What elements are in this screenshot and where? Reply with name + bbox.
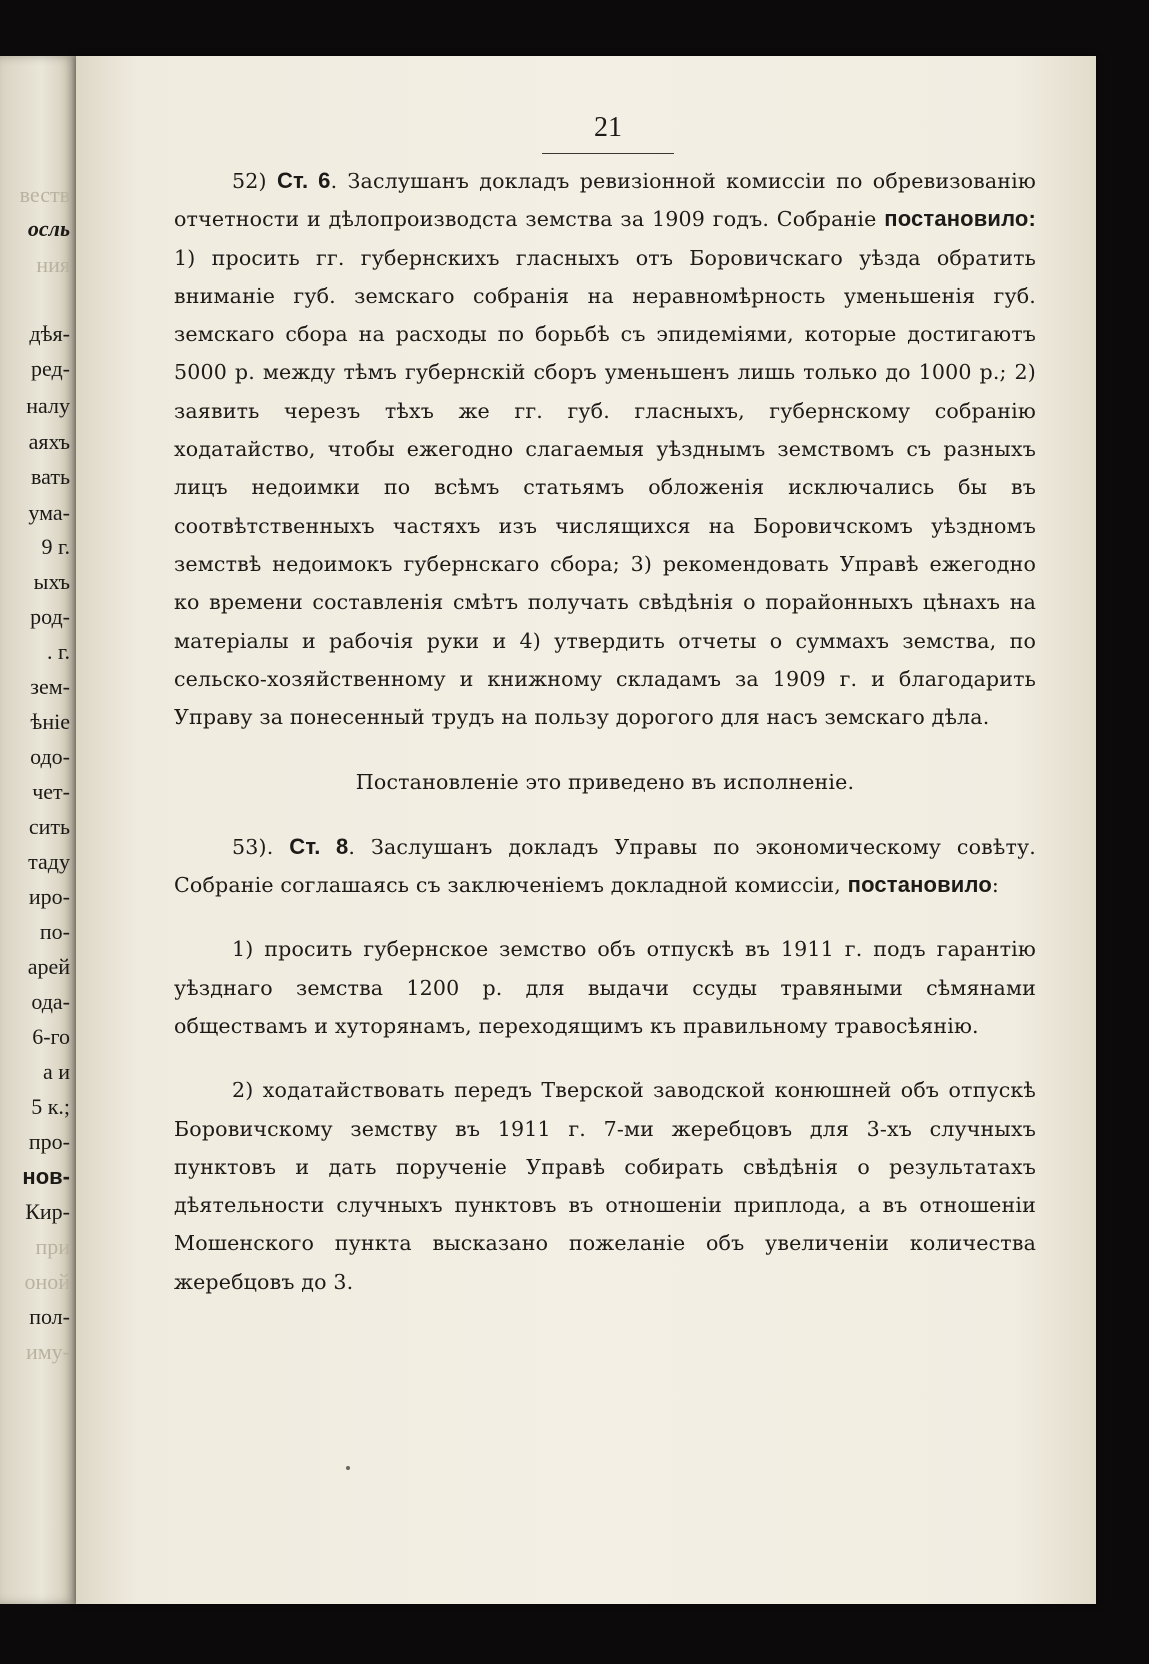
spacer [174, 1045, 1036, 1071]
left-page-fragment: 6-го [32, 1024, 70, 1049]
left-page-fragment: оной [24, 1269, 70, 1294]
left-page-fragment: нов- [22, 1164, 70, 1189]
left-page-fragment: 5 к.; [31, 1094, 70, 1119]
paragraph-text: . Заслушанъ докладъ ревизіонной комиссіи по обревизованію отчетности и дѣлопроизводста земства за 1909 годъ. Собраніе [174, 169, 1036, 232]
paper-speck [346, 1466, 350, 1470]
left-page-fragment: веств [19, 182, 70, 207]
left-page-fragment: налу [26, 393, 70, 418]
left-page-fragment: пол- [29, 1304, 70, 1329]
item-number: 53). [232, 834, 274, 859]
left-page-fragment: ода- [31, 989, 70, 1014]
left-page-fragment: при [35, 1234, 70, 1259]
paragraph-text: : [991, 873, 999, 898]
left-page-fragment: ыхъ [33, 569, 70, 594]
left-page-fragment: ѣніе [30, 709, 70, 734]
left-page-fragment: 9 г. [41, 534, 70, 559]
article-reference: Ст. 6 [277, 168, 331, 193]
left-page-fragment: а и [42, 1059, 70, 1084]
left-page-fragment: вать [31, 464, 70, 489]
spacer [174, 736, 1036, 763]
left-page-fragment: иму- [25, 1339, 70, 1364]
resolution-item-1: 1) просить губернское земство объ отпускѣ въ 1911 г. подъ гарантію уѣзднаго земства 1200 р. для выдачи ссуды травяными сѣмянами обществамъ и хуторянамъ, переходящимъ къ правильному травосѣянію. [174, 937, 1036, 1038]
page-number: 21 [594, 112, 622, 143]
left-page-fragment: ума- [28, 500, 70, 525]
left-page-fragment: осль [27, 216, 70, 241]
left-page-fragment: таду [28, 849, 70, 874]
left-page-fragment: ния [36, 252, 70, 277]
left-page-fragment: . г. [46, 639, 70, 664]
left-page-fragment: дѣя- [29, 321, 70, 346]
left-page-fragment: Кир- [25, 1199, 70, 1224]
left-page-fragment: иро- [28, 884, 70, 909]
document-page [76, 56, 1096, 1604]
resolved-keyword: постановило: [884, 206, 1036, 232]
page-body [174, 162, 1036, 1301]
paragraph-53 [174, 828, 1036, 905]
left-page-fragment: аяхъ [28, 429, 70, 454]
left-page-fragment: одо- [30, 744, 70, 769]
item-number: 52) [232, 169, 267, 193]
left-page-fragment: арей [27, 954, 70, 979]
page-number-rule [542, 153, 674, 154]
left-page-fragment: про- [28, 1129, 70, 1154]
paragraph-52 [174, 162, 1036, 736]
left-page-fragment: зем- [30, 674, 70, 699]
left-page-fragment: род- [30, 604, 70, 629]
article-reference: Ст. 8 [289, 833, 349, 859]
spacer [174, 802, 1036, 828]
paragraph-text: 1) просить гг. губернскихъ гласныхъ отъ Боровичскаго уѣзда обратить вниманіе губ. земскаго собранія на неравномѣрность уменьшенія губ. земскаго сбора на расходы по борьбѣ съ эпидеміями, которые достигаютъ 5000 р. между тѣмъ губернскій сборъ уменьшенъ лишь только до 1000 р.; 2) заявить черезъ тѣхъ же гг. губ. гласныхъ, губернскому собранію ходатайство, чтобы ежегодно слагаемыя уѣзднымъ земствомъ съ разныхъ лицъ недоимки по всѣмъ статьямъ обложенія исключались бы въ соотвѣтственныхъ частяхъ изъ числящихся на Боровичскомъ уѣздномъ земствѣ недоимокъ губернскаго сбора; 3) рекомендовать Управѣ ежегодно ко времени составленія смѣтъ получать свѣдѣнія о порайонныхъ цѣнахъ на матеріалы и рабочія руки и 4) утвердить отчеты о суммахъ земства, по сельско-хозяйственному и книжному складамъ за 1909 г. и благодарить Управу за понесенный трудъ на пользу дорогого для насъ земскаго дѣла. [174, 245, 1036, 730]
left-page-fragment: чет- [32, 779, 70, 804]
adjacent-left-page [0, 56, 76, 1604]
left-page-fragment: сить [28, 814, 70, 839]
resolution-item-2: 2) ходатайствовать передъ Тверской заводской конюшней объ отпускѣ Боровичскому земству въ 1911 г. 7-ми жеребцовъ для 3-хъ случныхъ пунктовъ и дать порученіе Управѣ собирать свѣдѣнія о результатахъ дѣятельности случныхъ пунктовъ въ отношеніи приплода, а въ отношеніи Мошенского пункта высказано пожеланіе объ увеличеніи количества жеребцовъ до 3. [174, 1078, 1036, 1294]
resolved-keyword: постановило [847, 872, 992, 898]
left-page-fragment: по- [39, 919, 70, 944]
paragraph-text: . Заслушанъ докладъ Управы по экономическому совѣту. Собраніе соглашаясь съ заключеніемъ докладной комиссіи, [174, 834, 1036, 898]
execution-note: Постановленіе это приведено въ исполненіе. [355, 770, 855, 795]
spacer [174, 904, 1036, 930]
left-page-fragment: ред- [31, 356, 70, 381]
